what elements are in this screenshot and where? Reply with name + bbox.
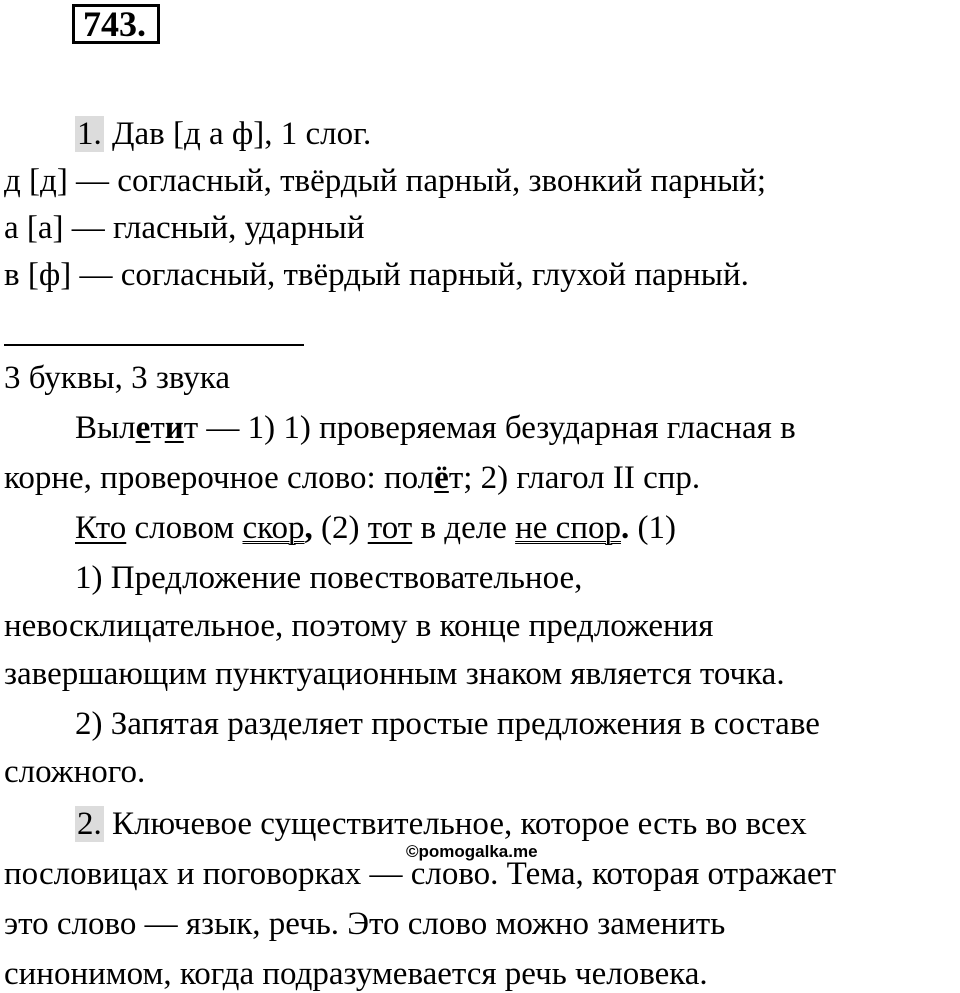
predicate-skor: скор [242,510,305,546]
verb-part: т [150,410,165,446]
sound-line-a: а [а] — гласный, ударный [4,210,365,246]
explanation-line: невосклицательное, поэтому в конце предложения [4,608,714,644]
clause-number-1: (1) [629,510,676,546]
period: . [620,510,630,546]
sentence-text: словом [126,510,243,546]
verb-analysis-line1 [75,412,796,445]
part2-line3: это слово — язык, речь. Это слово можно заменить [4,906,726,942]
check-word-rest: т; 2) глагол II спр. [448,460,701,496]
part2-line4: синонимом, когда подразумевается речь человека. [4,956,708,992]
sound-line-d: д [д] — согласный, твёрдый парный, звонкий парный; [4,163,767,199]
check-word-vowel: ё [434,460,449,496]
sentence-text: в деле [412,510,516,546]
verb-part: Выл [75,410,136,446]
explanation-line: сложного. [4,754,146,790]
subject-tot: тот [367,510,413,546]
part1-marker: 1. [77,116,102,152]
check-word-text: корне, проверочное слово: пол [4,460,435,496]
verb-vowel-e: е [135,410,151,446]
verb-vowel-i: и [164,410,184,446]
clause-number-2: (2) [312,510,368,546]
part2-line2: пословицах и поговорках — слово. Тема, которая отражает [4,856,837,892]
explanation-line: 2) Запятая разделяет простые предложения в составе [75,706,820,742]
comma: , [304,510,313,546]
divider-rule [4,344,304,346]
proverb-sentence [75,512,676,545]
part2-text: Ключевое существительное, которое есть во всех [103,806,807,842]
part1-line1 [75,118,371,151]
verb-analysis-line2 [4,462,700,495]
verb-explanation: — 1) 1) проверяемая безударная гласная в [198,410,796,446]
verb-part: т [183,410,199,446]
part2-marker: 2. [77,806,102,842]
part2-line1 [75,808,807,841]
explanation-line: 1) Предложение повествовательное, [75,560,583,596]
predicate-ne-spor: не спор [515,510,621,546]
explanation-line: завершающим пунктуационным знаком является точка. [4,656,785,692]
task-number: 743. [72,4,160,44]
part1-heading: Дав [д а ф], 1 слог. [112,116,372,152]
letter-sound-count: 3 буквы, 3 звука [4,360,230,396]
subject-kto: Кто [75,510,127,546]
watermark: ©pomogalka.me [406,842,538,861]
sound-line-v: в [ф] — согласный, твёрдый парный, глухой парный. [4,257,749,293]
